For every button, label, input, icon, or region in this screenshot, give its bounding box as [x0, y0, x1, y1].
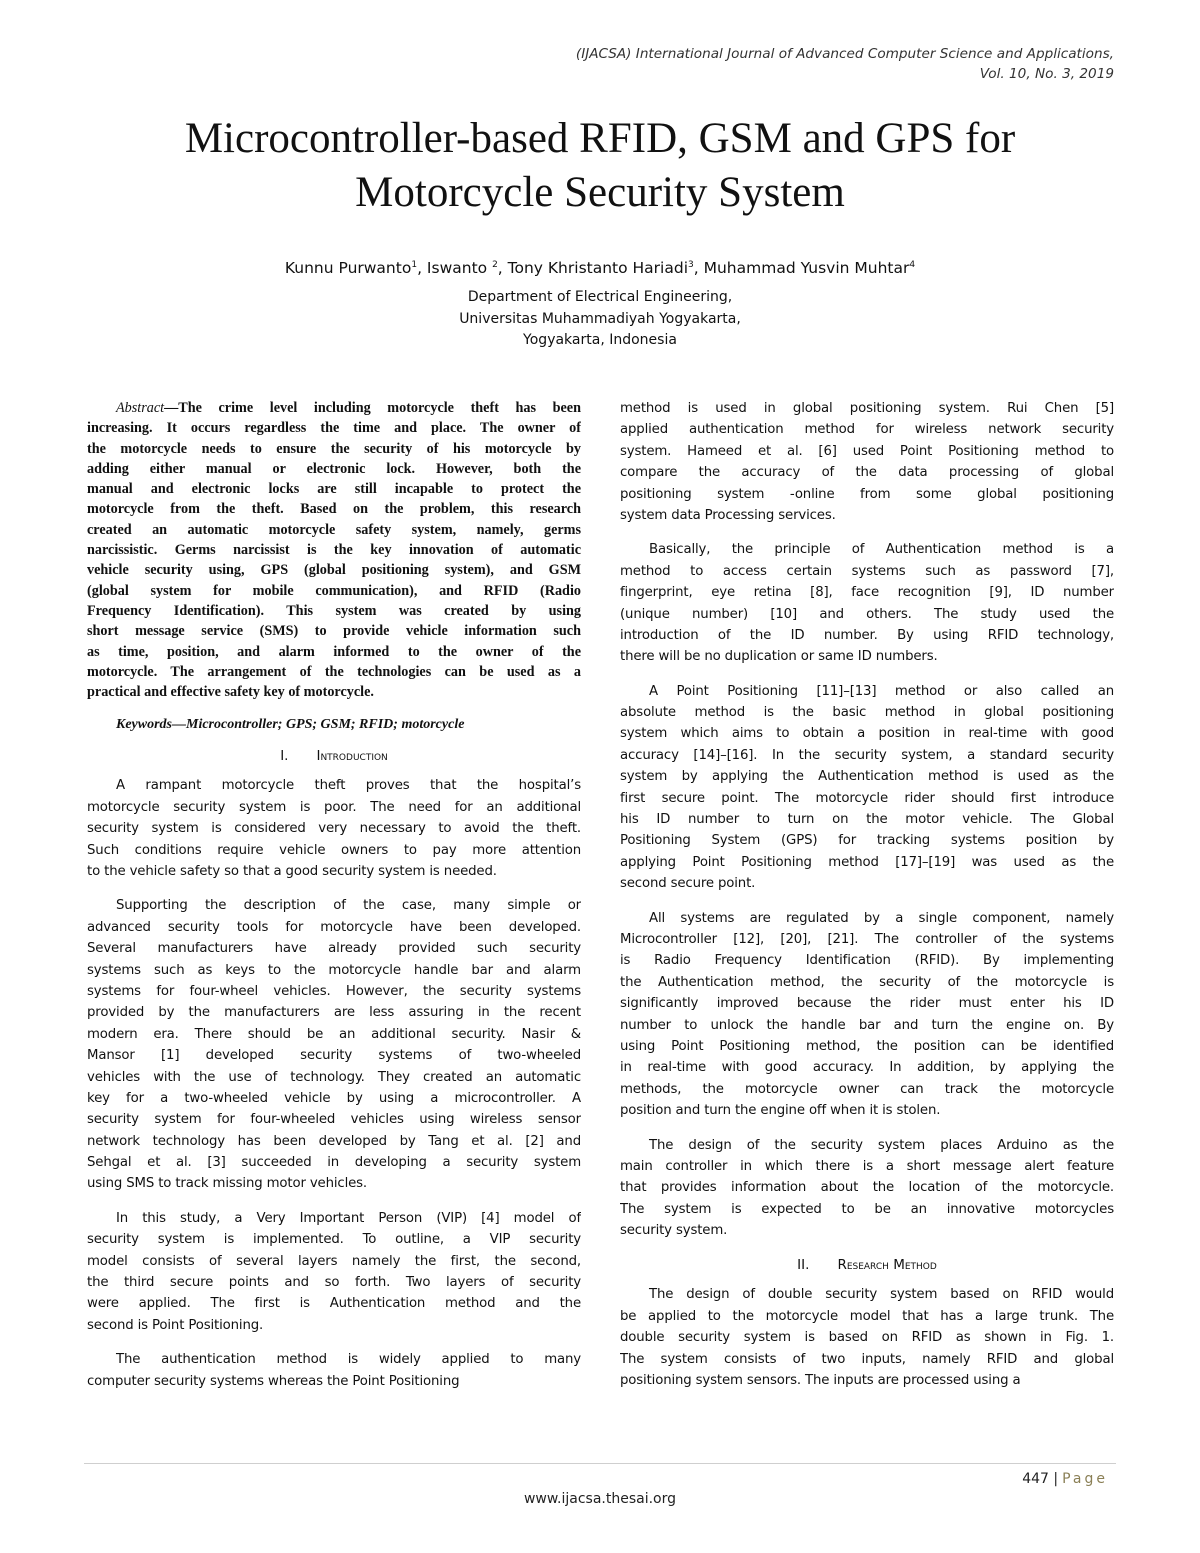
text-line: absolute method is the basic method in global positioning	[620, 705, 1114, 721]
affiliation-department: Department of Electrical Engineering,	[467, 289, 733, 305]
text-line: key for a two-wheeled vehicle by using a microcontroller. A	[87, 1090, 581, 1106]
author-name: Kunnu Purwanto	[284, 259, 412, 277]
author-affil-mark: 1	[411, 259, 418, 270]
text-line: A Point Positioning [11]–[13] method or also called an	[649, 683, 1114, 699]
text-line: applying Point Positioning method [17]–[19] was used as the	[620, 854, 1114, 870]
text-line: there will be no duplication or same ID numbers.	[620, 649, 938, 665]
text-line: Mansor [1] developed security systems of two-wheeled	[87, 1048, 581, 1064]
page-label: Page	[1062, 1471, 1108, 1487]
text-line: second secure point.	[620, 876, 756, 892]
section-heading-research-method	[620, 1254, 1114, 1276]
abstract-line: short message service (SMS) to provide vehicle information such	[87, 623, 581, 640]
journal-url: www.ijacsa.thesai.org	[523, 1491, 677, 1507]
author-list	[90, 256, 1110, 280]
text-line: system data Processing services.	[620, 507, 836, 523]
paragraph	[87, 1208, 581, 1336]
author-affil-mark: 3	[688, 259, 694, 270]
text-line: first secure point. The motorcycle rider should first introduce	[620, 790, 1114, 806]
section-title: Research Method	[837, 1257, 937, 1274]
text-line: introduction of the ID number. By using RFID technology,	[620, 627, 1114, 643]
text-line: number to unlock the handle bar and turn the engine on. By	[620, 1017, 1114, 1033]
paper-title	[90, 112, 1110, 220]
text-line: using SMS to track missing motor vehicles.	[87, 1176, 367, 1192]
text-line: systems such as keys to the motorcycle handle bar and alarm	[87, 962, 581, 978]
text-line: applied authentication method for wireless network security	[620, 422, 1114, 438]
text-line: system by applying the Authentication method is used as the	[620, 769, 1114, 785]
text-line: using Point Positioning method, the position can be identified	[620, 1038, 1114, 1054]
text-line: The design of the security system places Arduino as the	[649, 1137, 1114, 1153]
section-title: Introduction	[316, 748, 388, 765]
abstract-line: manual and electronic locks are still incapable to protect the	[87, 481, 581, 498]
affiliation-location: Yogyakarta, Indonesia	[523, 332, 677, 348]
text-line: method to access certain systems such as password [7],	[620, 563, 1114, 579]
right-column	[620, 398, 1114, 1404]
text-line: security system for four-wheeled vehicles using wireless sensor	[87, 1112, 581, 1128]
text-line: The design of double security system based on RFID would	[649, 1287, 1114, 1303]
text-line: accuracy [14]–[16]. In the security system, a standard security	[620, 747, 1114, 763]
paragraph	[87, 775, 581, 882]
abstract-line: motorcycle from the theft. Based on the problem, this research	[87, 501, 581, 518]
abstract-line: the motorcycle needs to ensure the security of his motorcycle by	[87, 440, 581, 457]
text-line: main controller in which there is a short message alert feature	[620, 1158, 1114, 1174]
text-line: second is Point Positioning.	[87, 1317, 264, 1333]
author-separator: ,	[417, 259, 427, 277]
text-line: Sehgal et al. [3] succeeded in developing a security system	[87, 1155, 581, 1171]
text-line: Such conditions require vehicle owners to pay more attention	[87, 842, 581, 858]
abstract-line: adding either manual or electronic lock. However, both the	[87, 460, 581, 477]
text-line: that provides information about the location of the motorcycle.	[620, 1180, 1114, 1196]
author-separator: ,	[693, 259, 704, 277]
text-line: his ID number to turn on the motor vehicle. The Global	[620, 812, 1114, 828]
running-header	[414, 44, 1114, 84]
author-affil-mark: 4	[909, 259, 916, 270]
abstract-line: as time, position, and alarm informed to the owner of the	[87, 643, 581, 660]
paragraph	[620, 539, 1114, 667]
text-line: The authentication method is widely applied to many	[116, 1352, 581, 1368]
text-line: to the vehicle safety so that a good security system is needed.	[87, 864, 497, 880]
footer-divider	[84, 1463, 1116, 1464]
left-body-text	[87, 775, 581, 1392]
text-line: All systems are regulated by a single component, namely	[649, 910, 1114, 926]
author-name: Muhammad Yusvin Muhtar	[703, 259, 910, 277]
text-line: Basically, the principle of Authentication method is a	[649, 542, 1114, 558]
text-line: double security system is based on RFID as shown in Fig. 1.	[620, 1330, 1114, 1346]
left-column	[87, 398, 581, 1405]
text-line: significantly improved because the rider must enter his ID	[620, 996, 1114, 1012]
text-line: be applied to the motorcycle model that has a large trunk. The	[620, 1308, 1114, 1324]
text-line: model consists of several layers namely the first, the second,	[87, 1253, 581, 1269]
text-line: is Radio Frequency Identification (RFID). By implementing	[620, 953, 1114, 969]
text-line: system. Hameed et al. [6] used Point Positioning method to	[620, 443, 1114, 459]
text-line: systems for four-wheel vehicles. However, the security systems	[87, 983, 581, 999]
abstract-line: created an automatic motorcycle safety system, namely, germs	[87, 521, 581, 538]
text-line: In this study, a Very Important Person (VIP) [4] model of	[116, 1210, 581, 1226]
text-line: advanced security tools for motorcycle have been developed.	[87, 919, 581, 935]
text-line: fingerprint, eye retina [8], face recognition [9], ID number	[620, 585, 1114, 601]
abstract-line: practical and effective safety key of motorcycle.	[87, 684, 374, 701]
text-line: positioning system sensors. The inputs are processed using a	[620, 1373, 1021, 1389]
page-number	[1022, 1471, 1108, 1487]
abstract-line: Frequency Identification). This system was created by using	[87, 602, 581, 619]
journal-volume: Vol. 10, No. 3, 2019	[979, 66, 1114, 82]
right-body-text-continued	[620, 1284, 1114, 1391]
text-line: security system.	[620, 1223, 728, 1239]
section-number: I.	[280, 748, 289, 765]
paragraph	[620, 908, 1114, 1122]
title-line-1: Microcontroller-based RFID, GSM and GPS for	[184, 115, 1016, 162]
text-line: The system consists of two inputs, namely RFID and global	[620, 1351, 1114, 1367]
text-line: positioning system -online from some global positioning	[620, 486, 1114, 502]
right-body-text	[620, 398, 1114, 1241]
text-line: methods, the motorcycle owner can track the motorcycle	[620, 1081, 1114, 1097]
abstract-line: (global system for mobile communication), and RFID (Radio	[87, 582, 581, 599]
section-number: II.	[797, 1257, 810, 1274]
text-line: motorcycle security system is poor. The need for an additional	[87, 799, 581, 815]
author-separator: ,	[497, 259, 508, 277]
text-line: network technology has been developed by Tang et al. [2] and	[87, 1133, 581, 1149]
text-line: compare the accuracy of the data processing of global	[620, 465, 1114, 481]
abstract-line: narcissistic. Germs narcissist is the key innovation of automatic	[87, 542, 581, 559]
text-line: the Authentication method, the security of the motorcycle is	[620, 974, 1114, 990]
text-line: vehicles with the use of technology. They created an automatic	[87, 1069, 581, 1085]
title-line-2: Motorcycle Security System	[355, 169, 845, 216]
paragraph	[620, 681, 1114, 895]
text-line: (unique number) [10] and others. The study used the	[620, 606, 1114, 622]
abstract-label: Abstract	[116, 400, 165, 416]
abstract-line: motorcycle. The arrangement of the technologies can be used as a	[87, 663, 581, 680]
text-line: A rampant motorcycle theft proves that the hospital’s	[116, 778, 581, 794]
text-line: Several manufacturers have already provided such security	[87, 941, 581, 957]
abstract-line	[87, 398, 581, 418]
paragraph	[87, 895, 581, 1194]
paragraph	[620, 398, 1114, 526]
text-line: security system is considered very necessary to avoid the theft.	[87, 821, 581, 837]
page-number-value: 447 |	[1022, 1471, 1059, 1487]
text-line: method is used in global positioning system. Rui Chen [5]	[620, 401, 1114, 416]
keywords: Keywords—Microcontroller; GPS; GSM; RFID; motorcycle	[116, 717, 465, 733]
text-line: the third secure points and so forth. Two layers of security	[87, 1275, 581, 1291]
author-name: Iswanto	[426, 259, 493, 277]
text-line: Microcontroller [12], [20], [21]. The controller of the systems	[620, 931, 1114, 947]
text-line: in real-time with good accuracy. In addition, by applying the	[620, 1060, 1114, 1076]
text-line: Supporting the description of the case, many simple or	[116, 898, 581, 914]
affiliation-university: Universitas Muhammadiyah Yogyakarta,	[459, 310, 741, 327]
abstract-text: —The crime level including motorcycle theft has been	[164, 400, 581, 416]
text-line: Positioning System (GPS) for tracking systems position by	[620, 833, 1114, 849]
text-line: security system is implemented. To outline, a VIP security	[87, 1232, 581, 1248]
abstract	[87, 398, 581, 702]
abstract-line: vehicle security using, GPS (global positioning system), and GSM	[87, 562, 581, 579]
author-name: Tony Khristanto Hariadi	[507, 259, 689, 277]
text-line: system which aims to obtain a position in real-time with good	[620, 726, 1114, 742]
paragraph	[87, 1349, 581, 1392]
text-line: provided by the manufacturers are less assuring in the recent	[87, 1005, 581, 1021]
text-line: position and turn the engine off when it is stolen.	[620, 1103, 941, 1119]
section-heading-introduction	[87, 745, 581, 767]
paragraph	[620, 1135, 1114, 1242]
paragraph	[620, 1284, 1114, 1391]
text-line: computer security systems whereas the Point Positioning	[87, 1373, 460, 1389]
abstract-line: increasing. It occurs regardless the time and place. The owner of	[87, 420, 581, 437]
author-affil-mark: 2	[492, 259, 498, 270]
affiliation	[90, 287, 1110, 352]
text-line: The system is expected to be an innovative motorcycles	[620, 1201, 1114, 1217]
text-line: modern era. There should be an additional security. Nasir &	[87, 1026, 581, 1042]
journal-name: (IJACSA) International Journal of Advanced Computer Science and Applications,	[575, 46, 1114, 62]
text-line: were applied. The first is Authentication method and the	[87, 1296, 581, 1312]
